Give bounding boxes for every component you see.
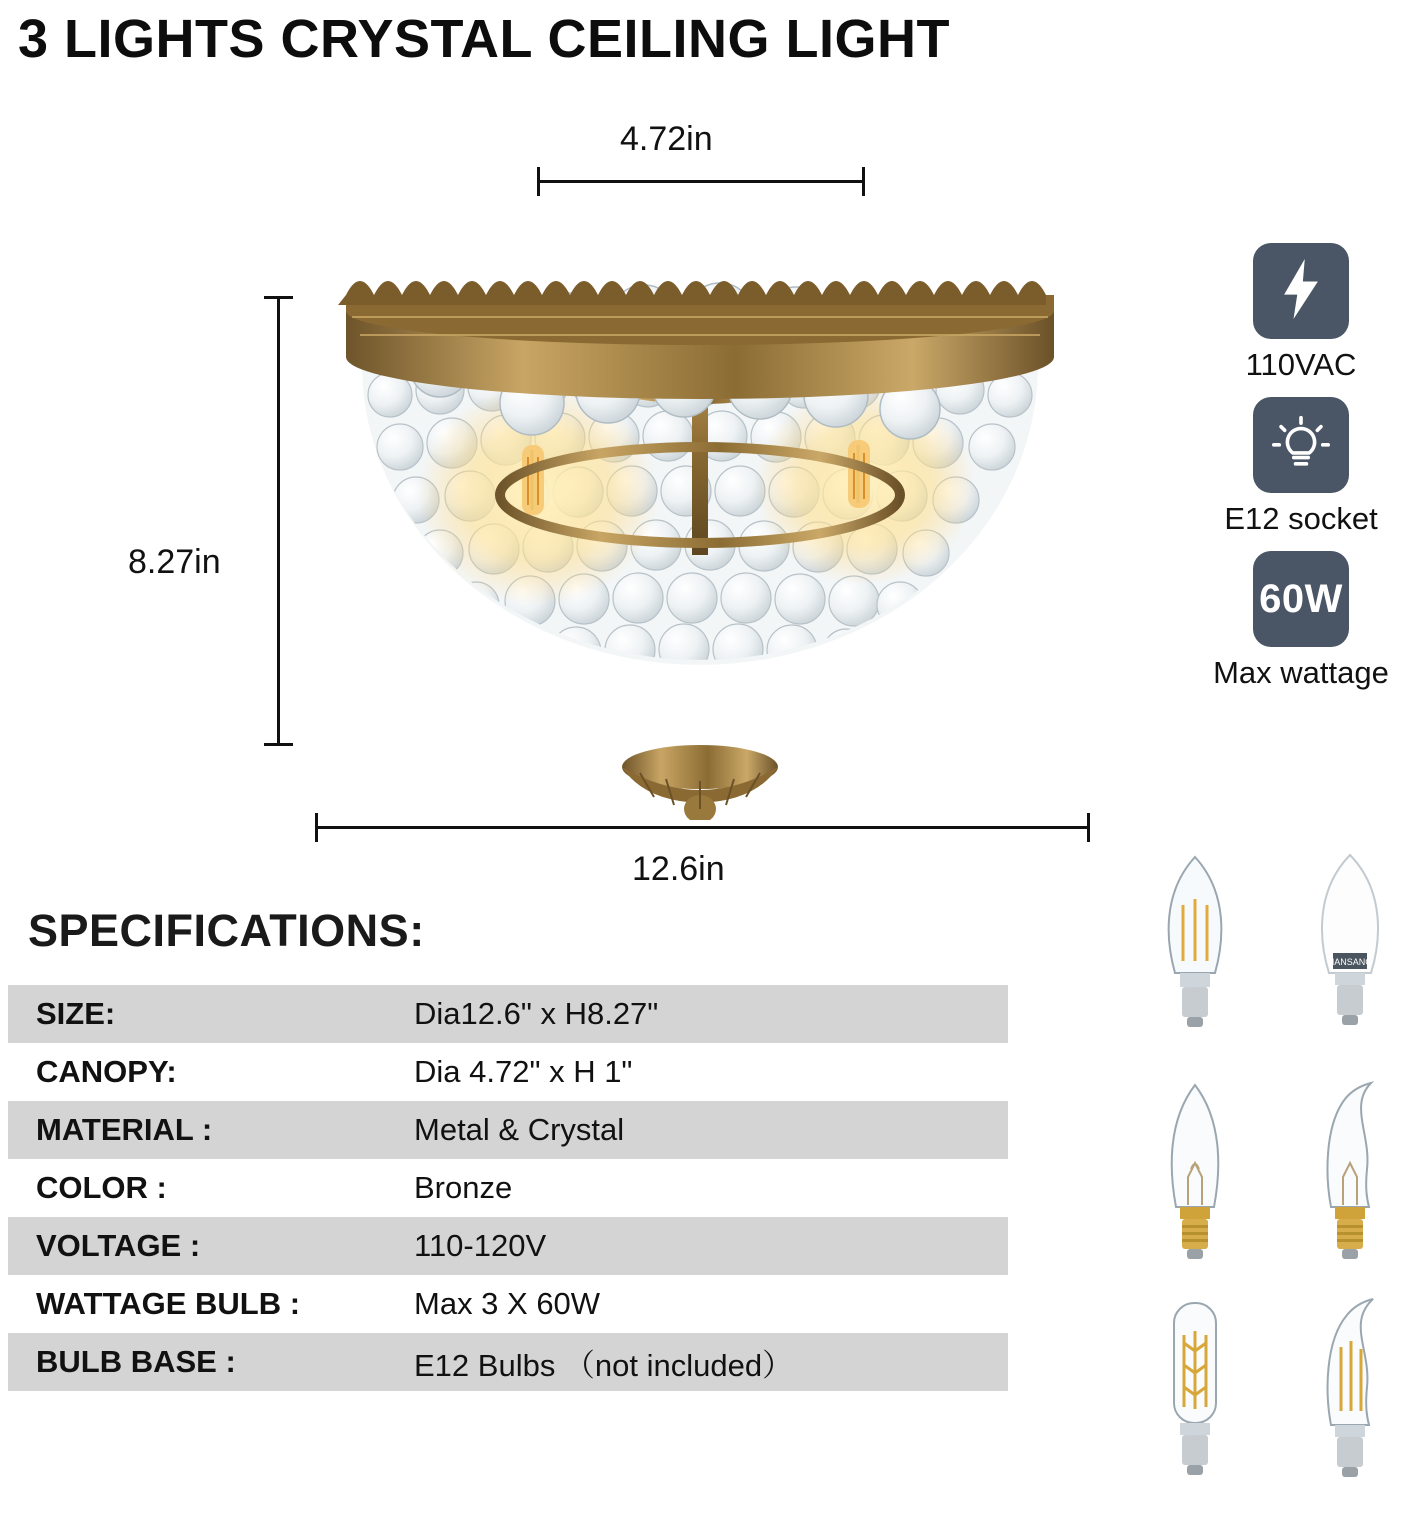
specifications-heading: SPECIFICATIONS: xyxy=(28,905,425,956)
feature-voltage-label: 110VAC xyxy=(1245,347,1357,382)
socket-badge xyxy=(1253,397,1349,493)
dimension-label-canopy-width: 4.72in xyxy=(620,120,713,158)
frosted-candle-bulb-image xyxy=(1275,845,1417,1060)
table-row xyxy=(8,985,1008,1043)
page-title: 3 LIGHTS CRYSTAL CEILING LIGHT xyxy=(18,9,951,69)
spec-value-voltage: 110-120V xyxy=(414,1228,547,1263)
voltage-badge xyxy=(1253,243,1349,339)
table-row xyxy=(8,1275,1008,1333)
table-row xyxy=(8,1159,1008,1217)
table-row xyxy=(8,1217,1008,1275)
crystal-ceiling-light-image xyxy=(300,195,1100,820)
spec-key-bulb-base: BULB BASE : xyxy=(36,1344,236,1379)
spec-value-color: Bronze xyxy=(414,1170,513,1205)
spec-value-canopy: Dia 4.72" x H 1" xyxy=(414,1054,633,1089)
light-bulb-icon xyxy=(1272,414,1330,477)
flame-tip-filament-bulb-image xyxy=(1275,1295,1417,1510)
feature-wattage xyxy=(1185,551,1417,691)
spec-key-wattage-bulb: WATTAGE BULB : xyxy=(36,1286,301,1321)
feature-voltage xyxy=(1185,243,1417,383)
flame-tip-bulb-image xyxy=(1275,1077,1417,1292)
filament-candle-bulb-image xyxy=(1120,845,1270,1060)
lightning-bolt-icon xyxy=(1278,259,1324,324)
dimension-line-diameter xyxy=(315,826,1090,829)
dimension-label-diameter: 12.6in xyxy=(632,850,725,888)
clear-torpedo-bulb-image xyxy=(1120,1077,1270,1292)
table-row xyxy=(8,1333,1008,1391)
wattage-badge xyxy=(1253,551,1349,647)
feature-wattage-label: Max wattage xyxy=(1213,655,1389,690)
spec-key-material: MATERIAL : xyxy=(36,1112,213,1147)
spec-value-material: Metal & Crystal xyxy=(414,1112,625,1147)
spec-key-size: SIZE: xyxy=(36,996,116,1031)
spec-key-color: COLOR : xyxy=(36,1170,167,1205)
spec-key-canopy: CANOPY: xyxy=(36,1054,177,1089)
spec-value-wattage-bulb: Max 3 X 60W xyxy=(414,1286,601,1321)
tubular-filament-bulb-image xyxy=(1120,1295,1270,1510)
feature-socket xyxy=(1185,397,1417,537)
compatible-bulbs-gallery xyxy=(1110,845,1410,1495)
spec-key-voltage: VOLTAGE : xyxy=(36,1228,201,1263)
wattage-value: 60W xyxy=(1259,576,1343,621)
svg-text:HANSANG: HANSANG xyxy=(1327,957,1373,967)
table-row xyxy=(8,1101,1008,1159)
dimension-line-height xyxy=(277,296,280,746)
feature-badges xyxy=(1185,243,1417,705)
specifications-table xyxy=(8,985,1008,1391)
dimension-line-canopy-width xyxy=(537,180,865,183)
spec-value-bulb-base: E12 Bulbs （not included） xyxy=(414,1347,794,1383)
dimension-label-height: 8.27in xyxy=(128,543,221,581)
feature-socket-label: E12 socket xyxy=(1224,501,1378,536)
table-row xyxy=(8,1043,1008,1101)
spec-value-size: Dia12.6" x H8.27" xyxy=(414,996,659,1031)
